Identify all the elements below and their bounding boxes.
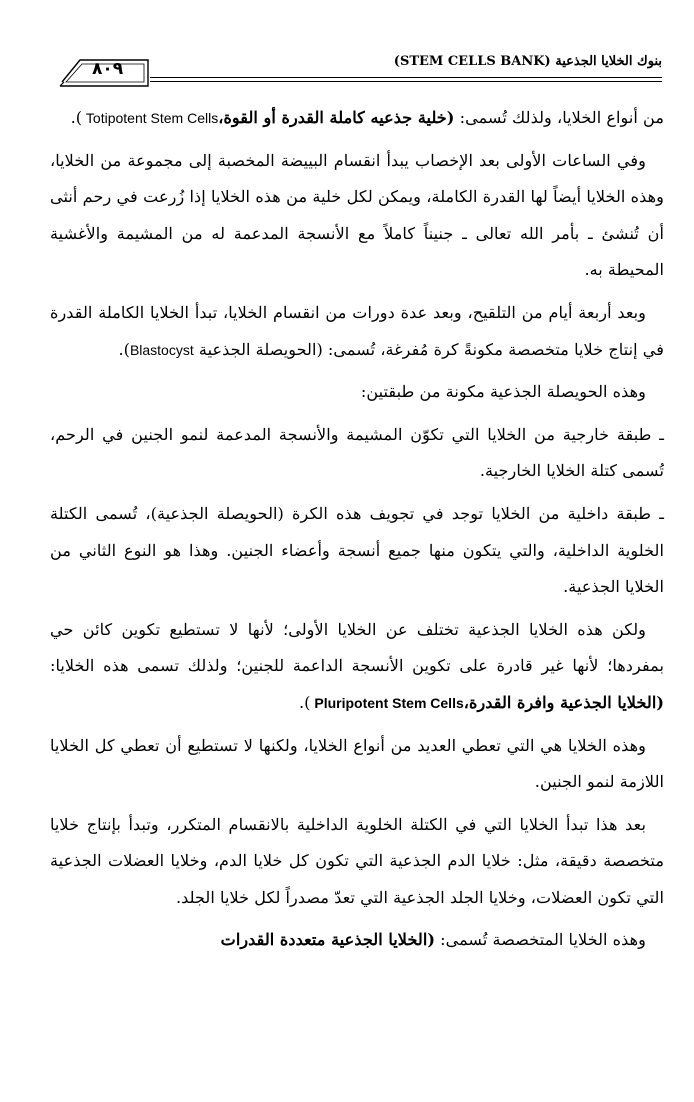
paragraph-1-bold: (خلية جذعيه كاملة القدرة أو القوة، bbox=[218, 108, 455, 127]
paragraph-1 bbox=[50, 100, 664, 137]
paragraph-7-text: ولكن هذه الخلايا الجذعية تختلف عن الخلايا الأولى؛ لأنها لا تستطيع تكوين كائن حي بمفردها؛ لأنها غير قادرة على تكوين الأنسجة الداعمة للجنين؛ ولذلك تسمى هذه الخلايا: bbox=[50, 619, 664, 676]
body-text bbox=[50, 100, 664, 965]
paragraph-7-bold: (الخلايا الجذعية وافرة القدرة، bbox=[463, 692, 664, 712]
page-number-frame bbox=[58, 56, 148, 86]
paragraph-3-end: ). bbox=[118, 339, 130, 359]
paragraph-3-text: وبعد أربعة أيام من التلقيح، وبعد عدة دورات من انقسام الخلايا، تبدأ الخلايا الكاملة القدرة في إنتاج خلايا متخصصة مكونةً كرة مُفرغة، تُسمى: (الحويصلة الجذعية bbox=[50, 302, 664, 359]
paragraph-7 bbox=[50, 612, 664, 722]
paragraph-2: وفي الساعات الأولى بعد الإخصاب يبدأ انقسام البييضة المخصبة إلى مجموعة من الخلايا، وهذه الخلايا أيضاً لها القدرة الكاملة، ويمكن لكل خلية من هذه الخلايا إذا زُرعت في رحم أنثى أن تُنشئ ـ بأمر الله تعالى ـ جنيناً كاملاً مع الأنسجة المدعمة له من المشيمة والأغشية المحيطة به. bbox=[50, 150, 664, 280]
paragraph-1-end: ). bbox=[70, 108, 83, 127]
paragraph-1-latin: Totipotent Stem Cells bbox=[82, 110, 219, 126]
paragraph-1-text: من أنواع الخلايا، ولذلك تُسمى: bbox=[454, 108, 664, 127]
paragraph-3 bbox=[50, 295, 664, 368]
page-number: ٨٠٩ bbox=[92, 59, 124, 79]
header-rule bbox=[150, 77, 662, 78]
header-rule-thin bbox=[150, 81, 662, 82]
header-title: بنوك الخلايا الجذعية (STEM CELLS BANK) bbox=[393, 54, 662, 69]
paragraph-9: بعد هذا تبدأ الخلايا التي في الكتلة الخلوية الداخلية بالانقسام المتكرر، وتبدأ بإنتاج خلايا متخصصة دقيقة، مثل: خلايا الدم الجذعية التي تكون كل خلايا الدم، وخلايا العضلات الجذعية التي تكون العضلات، وخلايا الجلد الجذعية التي تعدّ مصدراً لكل خلايا الجلد. bbox=[50, 814, 664, 907]
paragraph-8: وهذه الخلايا هي التي تعطي العديد من أنواع الخلايا، ولكنها لا تستطيع أن تعطي كل الخلايا اللازمة لنمو الجنين. bbox=[50, 735, 664, 792]
paragraph-5: ـ طبقة خارجية من الخلايا التي تكوّن المشيمة والأنسجة المدعمة لنمو الجنين في الرحم، تُسمى كتلة الخلايا الخارجية. bbox=[50, 424, 664, 481]
paragraph-7-end: ). bbox=[299, 692, 311, 712]
paragraph-3-latin: Blastocyst bbox=[129, 341, 194, 358]
running-header bbox=[58, 52, 662, 94]
paragraph-7-latin: Pluripotent Stem Cells bbox=[310, 694, 464, 711]
paragraph-4: وهذه الحويصلة الجذعية مكونة من طبقتين: bbox=[360, 382, 646, 402]
paragraph-10-text: وهذه الخلايا المتخصصة تُسمى: bbox=[434, 930, 646, 950]
paragraph-10-bold: (الخلايا الجذعية متعددة القدرات bbox=[220, 930, 435, 950]
paragraph-10 bbox=[50, 922, 664, 959]
paragraph-6: ـ طبقة داخلية من الخلايا توجد في تجويف هذه الكرة (الحويصلة الجذعية)، تُسمى الكتلة الخلوية الداخلية، والتي يتكون منها جميع أنسجة وأعضاء الجنين. وهذا هو النوع الثاني من الخلايا الجذعية. bbox=[50, 503, 664, 597]
